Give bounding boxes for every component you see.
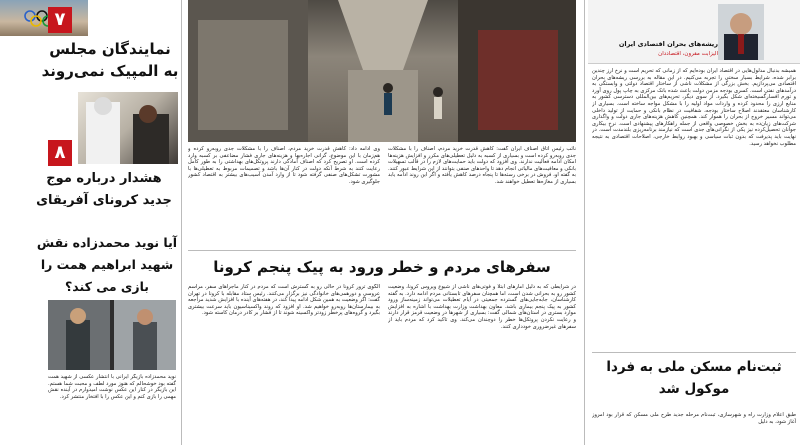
article-column: الگوی ترور کرونا در حالی رو به گسترش است که مردم در کنار ماجراهای سفر، مراسم عروسی و دورهمی‌های خانوادگی نیز برگزار می‌کنند. رئیس ستاد مقابله با کرونا در تهران گفت: اگر وضعیت به همین شکل ادامه پیدا کند، در هفته‌های آینده با افزایش شدید مراجعه به بیمارستان‌ها روبه‌رو خواهیم شد. او افزود که روند واکسیناسیون باید سرعت بیشتری بگیرد و گروه‌های پرخطر زودتر واکسینه شوند تا از فشار بر کادر درمان کاسته شود. [188, 284, 380, 317]
story-headline[interactable]: نمایندگان مجلس به المپیک نمی‌روند [41, 40, 179, 80]
column-header [588, 0, 800, 64]
housing-headline[interactable]: ثبت‌نام مسکن ملی به فردا موکول شد [606, 359, 782, 397]
author-byline: الیزابت مقرون، اقتصاددان [658, 51, 718, 57]
opinion-column [588, 0, 800, 445]
story-headline[interactable]: آیا نوید محمدزاده نقش شهید ابراهیم همت را بازی می کند؟ [36, 235, 178, 294]
main-story [184, 0, 580, 445]
column-title[interactable]: ریشه‌های بحران اقتصادی ایران [618, 40, 718, 48]
actor-illustration [48, 300, 176, 370]
story-number-badge: ۸ [48, 140, 72, 166]
author-photo [718, 4, 764, 60]
column-divider [584, 0, 585, 445]
covid-test-photo [78, 92, 178, 164]
olympics-photo [0, 0, 88, 36]
column-divider [181, 0, 182, 445]
section-divider [592, 352, 796, 353]
housing-body: طبق اعلام وزارت راه و شهرسازی، ثبت‌نام مرحله جدید طرح ملی مسکن که قرار بود امروز آغاز شود، به دلیل [592, 412, 796, 425]
story-number-badge: ۷ [48, 7, 72, 33]
author-portrait [718, 4, 764, 60]
story-headline[interactable]: هشدار درباره موج جدید کرونای آفریقای [36, 171, 172, 208]
olympic-rings-icon [0, 0, 88, 36]
section-divider [188, 250, 576, 251]
main-headline[interactable]: سفرهای مردم و خطر ورود به پیک پنجم کرونا [213, 258, 551, 276]
story-body: نوید محمدزاده بازیگر ایرانی با انتشار عکسی از شهید همت گفته بود خوشحالم که هنوز مورد لطف و محبت شما هستم. این بازیگر در کنار این عکس نوشت امیدوارم در آینده نقش مهمی را بازی کنم و این عکس را با افتخار منتشر کرد. [48, 374, 176, 400]
actor-photo [48, 300, 176, 370]
opinion-body: همیشه بدنبال مدلول‌هایی در اقتصاد ایران بوده‌ایم که از زمانی که تحریم است و نرخ ارز چندین برابر شده، شرایط بسیار سختی را تجربه می‌کنیم. در این مقاله به بررسی ریشه‌های بحران اقتصادی می‌پردازیم. بخش بزرگی از مشکلات ناشی از ساختار اقتصاد دولتی و وابستگی به درآمدهای نفتی است. کسری بودجه مزمن دولت باعث شده بانک مرکزی به چاپ پول روی آورد و تورم افسارگسیخته‌ای شکل بگیرد. از سوی دیگر، تحریم‌های بین‌المللی دسترسی کشور به منابع ارزی را محدود کرده و واردات مواد اولیه را با مشکل مواجه ساخته است. بسیاری از کارشناسان معتقدند اصلاح ساختار بودجه، شفافیت در نظام بانکی و حمایت از تولید داخلی می‌تواند مسیر خروج از بحران را هموار کند. همچنین کاهش هزینه‌های جاری دولت و واگذاری شرکت‌های زیان‌ده به بخش خصوصی واقعی از جمله راهکارهای پیشنهادی است. نرخ بیکاری جوانان تحصیل‌کرده نیز یکی از نگرانی‌های جدی است که نیازمند برنامه‌ریزی بلندمدت است. در نهایت باید پذیرفت که بدون ثبات سیاسی و بهبود روابط خارجی، اصلاحات اقتصادی به نتیجه مطلوب نخواهد رسید. [592, 68, 796, 147]
article-column: نائب رئیس اتاق اصناف ایران گفت: کاهش قدرت خرید مردم، اصناف را با مشکلات جدی روبه‌رو کرده است و بسیاری از کسبه به دلیل تعطیلی‌های مکرر و افزایش هزینه‌ها امکان ادامه فعالیت ندارند. وی افزود که دولت باید حمایت‌های لازم را در قالب تسهیلات بانکی و معافیت‌های مالیاتی انجام دهد تا واحدهای صنفی بتوانند از این شرایط عبور کنند. به گفته او، فروش در برخی رسته‌ها تا پنجاه درصد کاهش یافته و اگر این روند ادامه یابد بسیاری از مغازه‌ها تعطیل خواهند شد. [388, 146, 576, 185]
article-column: در شرایطی که به دلیل آمارهای ابتلا و فوتی‌های ناشی از شیوع ویروس کرونا، وضعیت کشور رو به بحرانی شدن است، اما همچنان سفرهای تابستانی مردم ادامه دارد. به گفته کارشناسان، جابه‌جایی‌های گسترده جمعیتی در ایام تعطیلات می‌تواند زمینه‌ساز ورود کشور به پیک پنجم بیماری باشد. معاون بهداشت وزارت بهداشت با اشاره به افزایش موارد بستری در استان‌های شمالی گفت: بسیاری از شهرها در وضعیت قرمز قرار دارند و رعایت نکردن پروتکل‌ها خطر را دوچندان می‌کند. وی تاکید کرد که مردم باید از سفرهای غیرضروری خودداری کنند. [388, 284, 576, 330]
bazaar-illustration [188, 0, 576, 142]
left-sidebar [0, 0, 180, 445]
article-column: وی ادامه داد: کاهش قدرت خرید مردم، اصناف را با مشکلات جدی روبه‌رو کرده و هم‌زمان با این موضوع، گرانی اجاره‌بها و هزینه‌های جاری فشار مضاعفی بر کسبه وارد کرده است. او تصریح کرد که اصناف آمادگی دارند پروتکل‌های بهداشتی را به طور کامل رعایت کنند به شرط آنکه دولت در کنار آن‌ها باشد و تصمیمات مربوط به تعطیلی‌ها با مشورت تشکل‌های صنفی گرفته شود تا از وارد آمدن آسیب‌های بیشتر به اقتصاد کشور جلوگیری شود. [188, 146, 380, 185]
bazaar-photo [188, 0, 576, 142]
health-worker-illustration [78, 92, 178, 164]
